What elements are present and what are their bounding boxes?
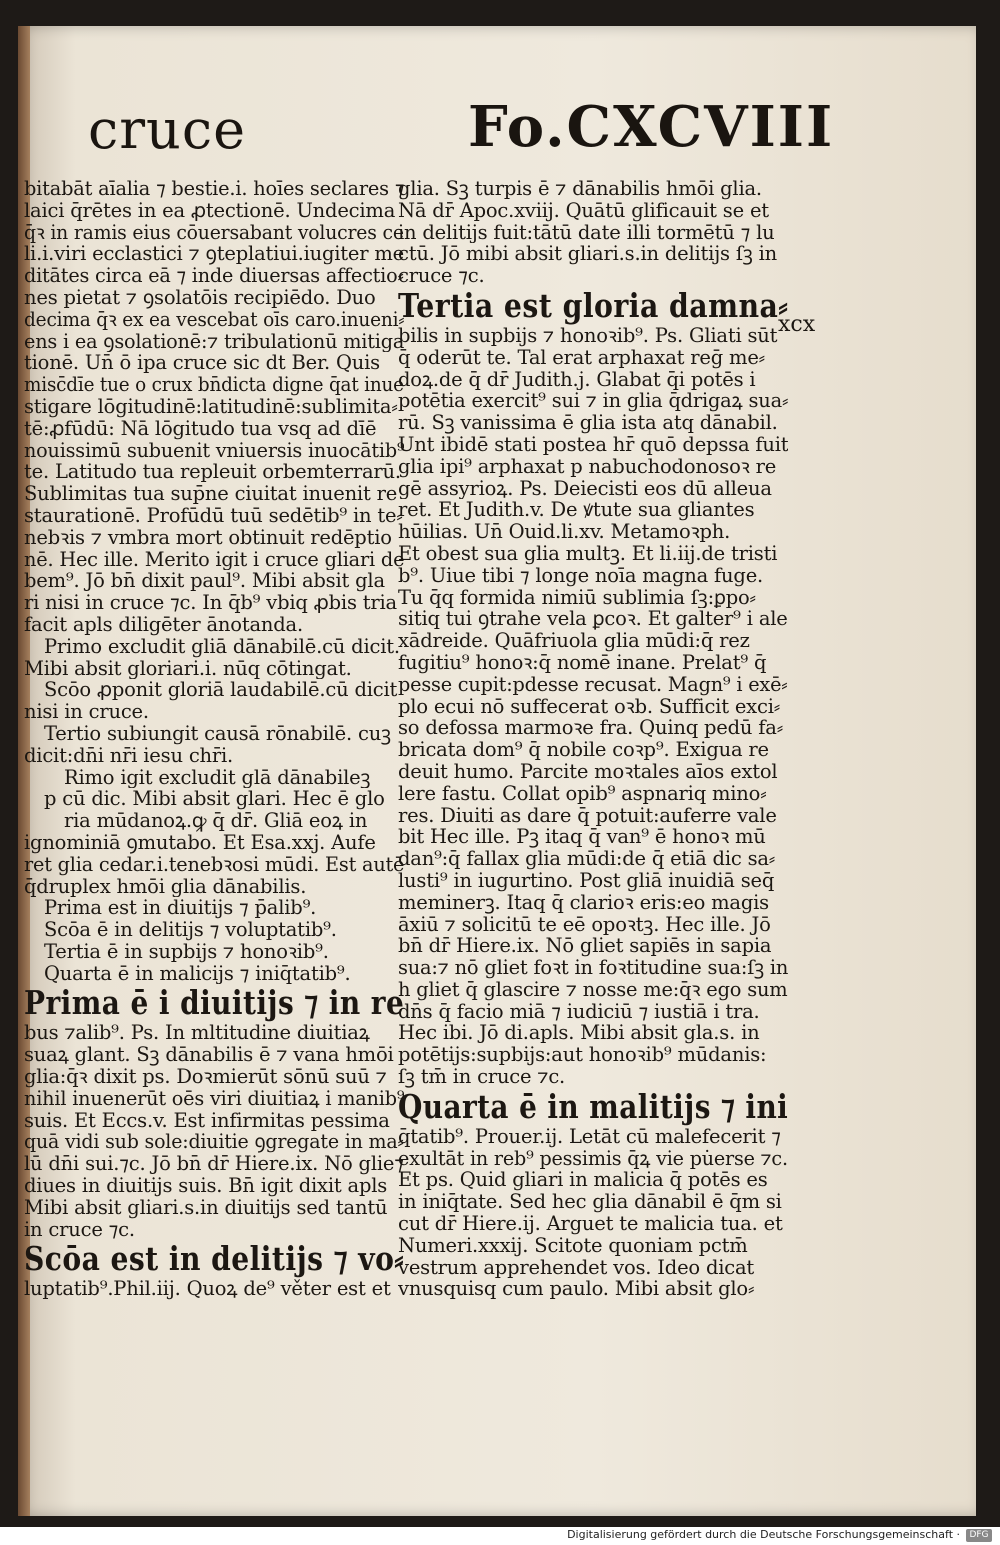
margin-note: xcx [778, 312, 816, 337]
text-line: tē:ꝓfūdū: Nā lōgitudo tua vsq ad dīē [24, 417, 377, 440]
text-line: q̄ꝛ in ramis eius cōuersabant volucres ce [24, 221, 404, 244]
text-line: ctū. Jō mibi absit gl̄iari.s.in delitijs ſꝫ in [398, 243, 778, 266]
text-line: Scōa est in delitijs ⁊ vo⸗ [24, 1240, 404, 1279]
text-line: so defossa marmoꝛe fra. Quinq pedū fa⸗ [398, 717, 783, 740]
text-line: lusti⁹ in iugurtino. Post gl̄iā inuidiā seq̄ [398, 869, 775, 892]
text-line: plo ecui nō suffecerat oꝛb. Sufficit exci⸗ [398, 695, 781, 718]
text-line: Nā dr̄ Apoc.xviij. Quātū gl̄ificauit se et [398, 199, 769, 222]
text-line: hūilias. Un̄ Ouid.li.xv. Metamoꝛph. [398, 521, 731, 543]
right-text-column [398, 178, 788, 1300]
text-line: Rimo igit̄ excludit gl̄ā dānabileꝫ [64, 766, 371, 789]
text-line: luptatib⁹.Phil.iij. Quoꝝ de⁹ věter est et [24, 1278, 391, 1301]
text-line: Prima est in diuitijs ⁊ p̄alib⁹. [44, 897, 317, 920]
text-line: Mibi absit gl̄iari.s.in diuitijs sed tantū [24, 1196, 388, 1219]
text-line: deuit humo. Parcite moꝛtales aīos extol [398, 760, 778, 783]
text-line: suis. Et Eccs.v. Est infirmitas pessima [24, 1109, 390, 1132]
text-line: doꝝ.de q̄ dr̄ Judith.j. Gl̄abat q̄i potēs i [398, 368, 756, 391]
dfg-logo: DFG [966, 1529, 992, 1542]
text-line: bn̄ dr̄ Hiere.ix. Nō gl̄iet sapiēs in sapia [398, 935, 772, 958]
text-line: Et ps. Quid gl̄iari in malicia q̄ potēs es [398, 1169, 768, 1192]
text-line: bus ⁊alib⁹. Ps. In mltitudine diuitiaꝝ [24, 1022, 370, 1045]
text-line: suaꝝ glant. Sꝫ dānabilis ē ⁊ vana hmōi [24, 1044, 394, 1067]
text-line: Unt ibidē stati postea hr̄ quō depssa fuit [398, 433, 788, 456]
text-line: Hec ibi. Jō di.apl̄s. Mibi absit gl̄a.s. in [398, 1022, 760, 1045]
text-line: laici q̄rētes in ea ꝓtectionē. Undecima [24, 199, 396, 222]
text-line: Et obest sua gl̄ia multꝫ. Et li.iij.de tristi [398, 542, 778, 565]
text-line: Quarta ē in malicijs ⁊ iniq̄tatib⁹. [44, 962, 351, 985]
text-line: exultāt in reb⁹ pessimis q̄ꝝ vie pu̇erse ⁊c. [398, 1147, 788, 1170]
text-line: ri nisi in cruce ⁊c. In q̄b⁹ vbiq ꝓbis tria [24, 592, 397, 614]
text-line: fugitiu⁹ honoꝛ:q̄ nomē inane. Prelat⁹ q̄ [398, 651, 767, 674]
text-line: nes pietat̄ ⁊ ꝯsolatōis recipiēdo. Duo [24, 286, 376, 309]
text-line: Scōo ꝓponit gloriā laudabilē.cū dicit [44, 679, 398, 702]
text-line: dn̄s q̄ facio miā ⁊ iudiciū ⁊ iustiā i t̄ra. [398, 1000, 760, 1023]
text-line: dicit:dn̄i nr̄i iesu chr̄i. [24, 744, 234, 767]
text-line: sua:⁊ nō gl̄iet foꝛt̄ in foꝛtitudine sua:ſꝫ in [398, 957, 788, 979]
text-line: b⁹. Uiue tibi ⁊ longe noīa magna fuge. [398, 564, 764, 587]
text-line: bem⁹. Jō bn̄ dixit paul⁹. Mibi absit gl̄a [24, 570, 385, 593]
text-line: li.i.viri ecclastici ⁊ ꝯteplatiui.iugiter me [24, 243, 404, 266]
text-line: nebꝛis ⁊ vmbra mort̄ obtinuit redēptio [24, 526, 392, 549]
text-line: āxiū ⁊ solicitū te eē opoꝛtꝫ. Hec ille. Jō [398, 913, 771, 936]
folio-number: Fo.CXCVIII [468, 94, 835, 160]
text-line: nē. Hec ille. Merito igit̄ i cruce gl̄iari de [24, 548, 404, 571]
text-line: nouissimū subuenit vniuersis inuocātib⁹ [24, 439, 404, 462]
text-line: Numeri.xxxij. Scitote quoniam pctm̄ [398, 1234, 748, 1257]
text-line: Tertio subiungit causā rōnabilē. cuꝫ [44, 722, 391, 745]
footer-credit: Digitalisierung gefördert durch die Deutsche Forschungsgemeinschaft · [567, 1528, 960, 1541]
text-line: Primo excludit gl̄iā dānabilē.cū dicit. [44, 635, 400, 658]
text-line: ditātes circa eā ⁊ inde diuersas affectio⸗ [24, 265, 404, 287]
text-line: vestrum apprehendet vos. Ideo dicat [398, 1256, 755, 1279]
text-line: gl̄ia. Sꝫ turpis ē ⁊ dānabilis hmōi gl̄ia. [398, 178, 762, 200]
text-line: ret gl̄ia cedar.i.tenebꝛosi mūdi. Est autē [24, 853, 404, 876]
footer-bar [0, 1527, 1000, 1545]
text-line: gē assyrioꝝ. Ps. Deiecisti eos dū alleua [398, 477, 772, 500]
text-line: Sublimitas tua sup̄ne ciuitat̄ inuenit re [24, 483, 398, 505]
text-line: potētijs:supbijs:aut honoꝛib⁹ mūdanis: [398, 1044, 767, 1067]
text-line: xādreide. Quāfriuola gl̄ia mūdi:q̄ rez [398, 630, 750, 652]
left-text-column [24, 178, 404, 1300]
text-line: Quarta ē in malitijs ⁊ ini [398, 1087, 788, 1126]
text-line: ignominiā ꝯmutabo. Et Esa.xxj. Aufe [24, 831, 376, 854]
text-line: q̄tatib⁹. Prouer.ij. Letāt cū malefecerit ⁊ [398, 1125, 781, 1148]
text-line: Mibi absit gloriari.i. nūq cōtingat. [24, 657, 352, 680]
text-line: q̄ oderūt te. Tal erat arphaxat reḡ me⸗ [398, 346, 765, 369]
text-line: ſꝫ tm̄ in cruce ⁊c. [398, 1066, 566, 1088]
text-line: meminerꝫ. Itaq q̄ clarioꝛ eris:eo magis [398, 891, 769, 914]
text-line: bit Hec ille. Pꝫ itaq q̄ van⁹ ē honoꝛ mū [398, 826, 766, 849]
text-line: ret. Et Judith.v. De ꝟtute sua gl̄iantes [398, 499, 755, 522]
text-line: Scōa ē in delitijs ⁊ voluptatib⁹. [44, 919, 337, 941]
text-line: res. Diuiti as dare q̄ potuit:auferre vale [398, 804, 777, 827]
text-line: stigare lōgitudinē:latitudinē:sublimita⸗ [24, 395, 398, 418]
text-line: lere fastu. Collat̄ opib⁹ aspnariq mino⸗ [398, 782, 767, 805]
text-line: facit apl̄s diligēter ānotanda. [24, 613, 303, 636]
text-line: nisi in cruce. [24, 701, 149, 723]
text-line: lū dn̄i sui.⁊c. Jō bn̄ dr̄ Hiere.ix. Nō gl̄ie⁊ [24, 1153, 404, 1176]
text-line: pesse cupit:pdesse recusat. Magn⁹ i exē⸗ [398, 673, 788, 696]
text-line: bilis in supbijs ⁊ honoꝛib⁹. Ps. Gl̄iati sūt [398, 324, 778, 347]
text-line: gl̄ia ipi⁹ arphaxat p nabuchodonosoꝛ re [398, 455, 777, 478]
text-line: nihil inuenerūt oēs viri diuitiaꝝ i manib⁹ [24, 1087, 404, 1110]
text-line: Tertia est gloria damna⸗ [398, 286, 788, 325]
text-line: in cruce ⁊c. [24, 1218, 135, 1241]
text-line: diues in diuitijs suis. Bn̄ igit̄ dixit apl̄s [24, 1175, 388, 1197]
text-line: Prima ē i diuitijs ⁊ in re [24, 984, 404, 1023]
text-line: h gl̄iet q̄ gl̄ascire ⁊ nosse me:q̄ꝛ ego sum [398, 978, 788, 1001]
text-line: cruce ⁊c. [398, 265, 485, 287]
text-line: potētia exercit⁹ sui ⁊ in gl̄ia q̄drigaꝝ sua⸗ [398, 390, 788, 413]
text-line: quā vidi sub sole:diuitie ꝯgregate in ma⸗ [24, 1131, 404, 1154]
text-line: sitiq tui ꝯtrahe vela ꝑcoꝛ. Et galter⁹ i ale [398, 608, 788, 631]
text-line: Tertia ē in supbijs ⁊ honoꝛib⁹. [44, 940, 329, 963]
text-line: staurationē. Profūdū tuū sedētib⁹ in te⸗ [24, 504, 403, 527]
text-line: p cū dic. Mibi absit gl̄ari. Hec ē glo [44, 788, 385, 811]
text-line: cut dr̄ Hiere.ij. Arguet te malicia tua. et [398, 1213, 783, 1235]
book-page [18, 26, 976, 1516]
text-line: in delitijs fuit:tātū date illi tormētū ⁊ lu [398, 221, 775, 244]
running-title: cruce [88, 98, 247, 161]
text-line: ria mūdanoꝝ.ꝙ q̄ dr̄. Gl̄iā eoꝝ in [64, 810, 368, 832]
text-line: tionē. Un̄ ō ipa cruce sic dt Ber. Quis [24, 352, 380, 375]
text-line: Tu q̄q formida nimiū sublimia ſꝫ:ꝑpo⸗ [398, 586, 756, 609]
text-line: gl̄ia:q̄ꝛ dixit ps. Doꝛmierūt sōnū suū ⁊ [24, 1066, 387, 1088]
text-line: ens i ea ꝯsolationē:⁊ tribulationū mitiga [24, 330, 404, 353]
text-line: bitabāt aīalia ⁊ bestie.i. hoīes seclares ⁊ [24, 178, 404, 200]
text-line: vnusquisq cum paulo. Mibi absit glo⸗ [398, 1278, 755, 1301]
text-line: te. Latitudo tua repleuit orbemterrarū. [24, 461, 401, 484]
text-line: decima q̄ꝛ ex ea vescebat oīs caro.inueni⸗ [24, 308, 404, 331]
text-line: dan⁹:q̄ fallax gl̄ia mūdi:de q̄ etiā dic sa⸗ [398, 848, 776, 870]
text-line: misc̄dīe tue o crux bn̄dicta digne q̄at inue [24, 374, 404, 396]
text-line: bricata dom⁹ q̄ nobile coꝛp⁹. Exigua re [398, 739, 769, 761]
text-line: q̄druplex hmōi gl̄ia dānabilis. [24, 875, 307, 898]
text-line: rū. Sꝫ vanissima ē gl̄ia ista atq dānabil̄. [398, 412, 778, 434]
text-line: in iniq̄tate. Sed hec gl̄ia dānabil̄ ē q̄m si [398, 1191, 782, 1214]
